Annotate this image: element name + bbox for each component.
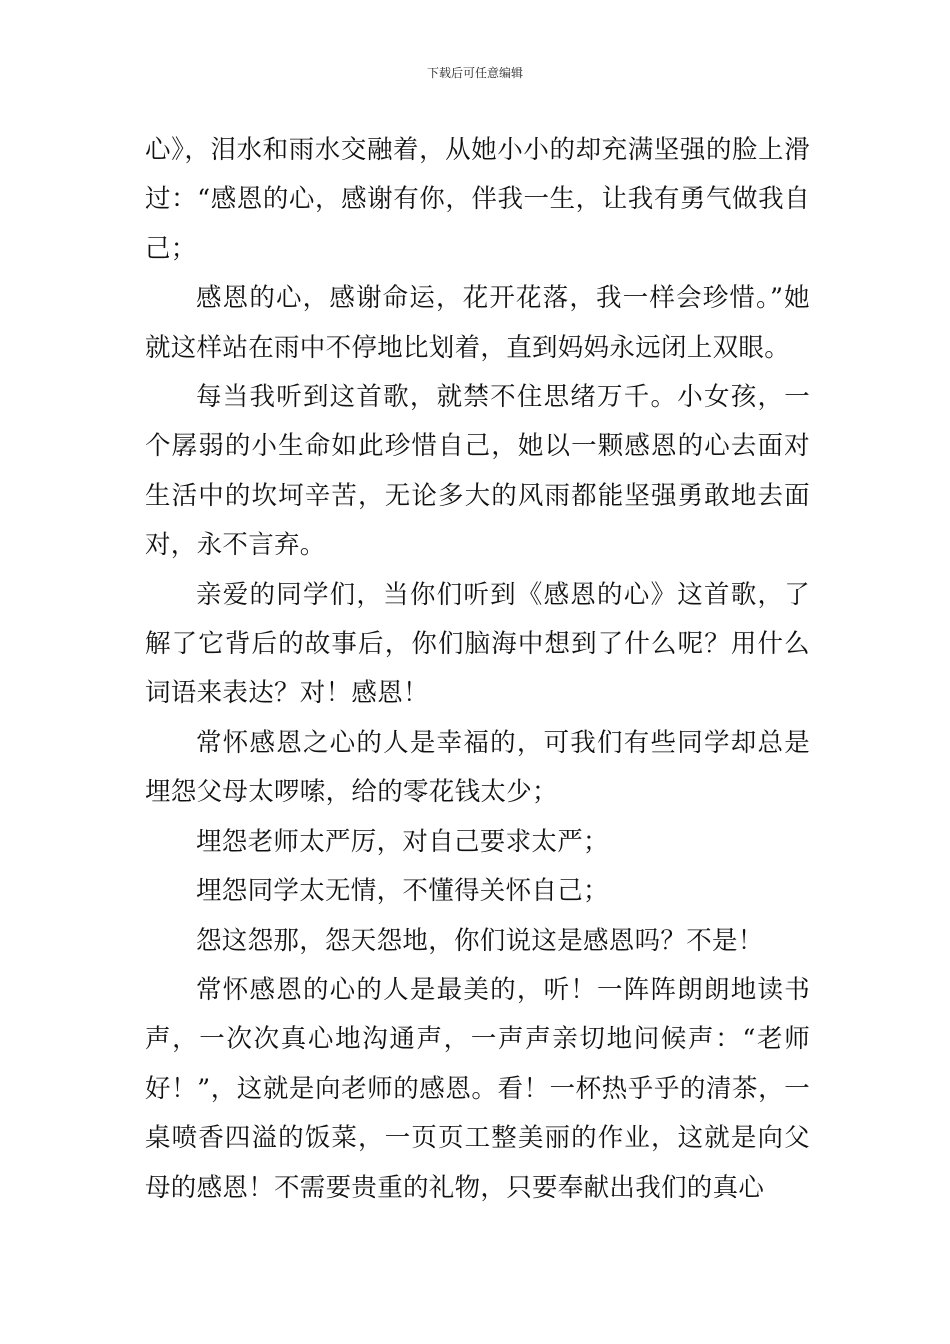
paragraph: 怨这怨那，怨天怨地，你们说这是感恩吗？不是！ [196,925,764,956]
paragraph: 埋怨老师太严厉，对自己要求太严； [196,826,609,857]
paragraph: 每当我听到这首歌，就禁不住思绪万千。小女孩，一个孱弱的小生命如此珍惜自己，她以一颗感恩的心去面对生活中的坎坷辛苦，无论多大的风雨都能坚强勇敢地去面对，永不言弃。 [145,382,810,561]
paragraph: 亲爱的同学们，当你们听到《感恩的心》这首歌，了解了它背后的故事后，你们脑海中想到了什么呢？用什么词语来表达？对！感恩！ [145,579,810,709]
paragraph: 感恩的心，感谢命运，花开花落，我一样会珍惜。”她就这样站在雨中不停地比划着，直到妈妈永远闭上双眼。 [145,283,810,363]
paragraph: 常怀感恩之心的人是幸福的，可我们有些同学却总是埋怨父母太啰嗦，给的零花钱太少； [145,727,810,808]
paragraph: 埋怨同学太无情，不懂得关怀自己； [196,876,609,907]
paragraph: 心》，泪水和雨水交融着，从她小小的却充满坚强的脸上滑过：“感恩的心，感谢有你，伴我一生，让我有勇气做我自己； [145,135,810,264]
page-header: 下载后可任意编辑 [426,66,523,80]
paragraph: 常怀感恩的心的人是最美的，听！一阵阵朗朗地读书声，一次次真心地沟通声，一声声亲切地问候声：“老师好！”，这就是向老师的感恩。看！一杯热乎乎的清茶，一桌喷香四溢的饭菜，一页页工整美丽的作业，这就是向父母的感恩！不需要贵重的礼物，只要奉献出我们的真心 [145,974,810,1203]
document-body [145,126,810,1213]
